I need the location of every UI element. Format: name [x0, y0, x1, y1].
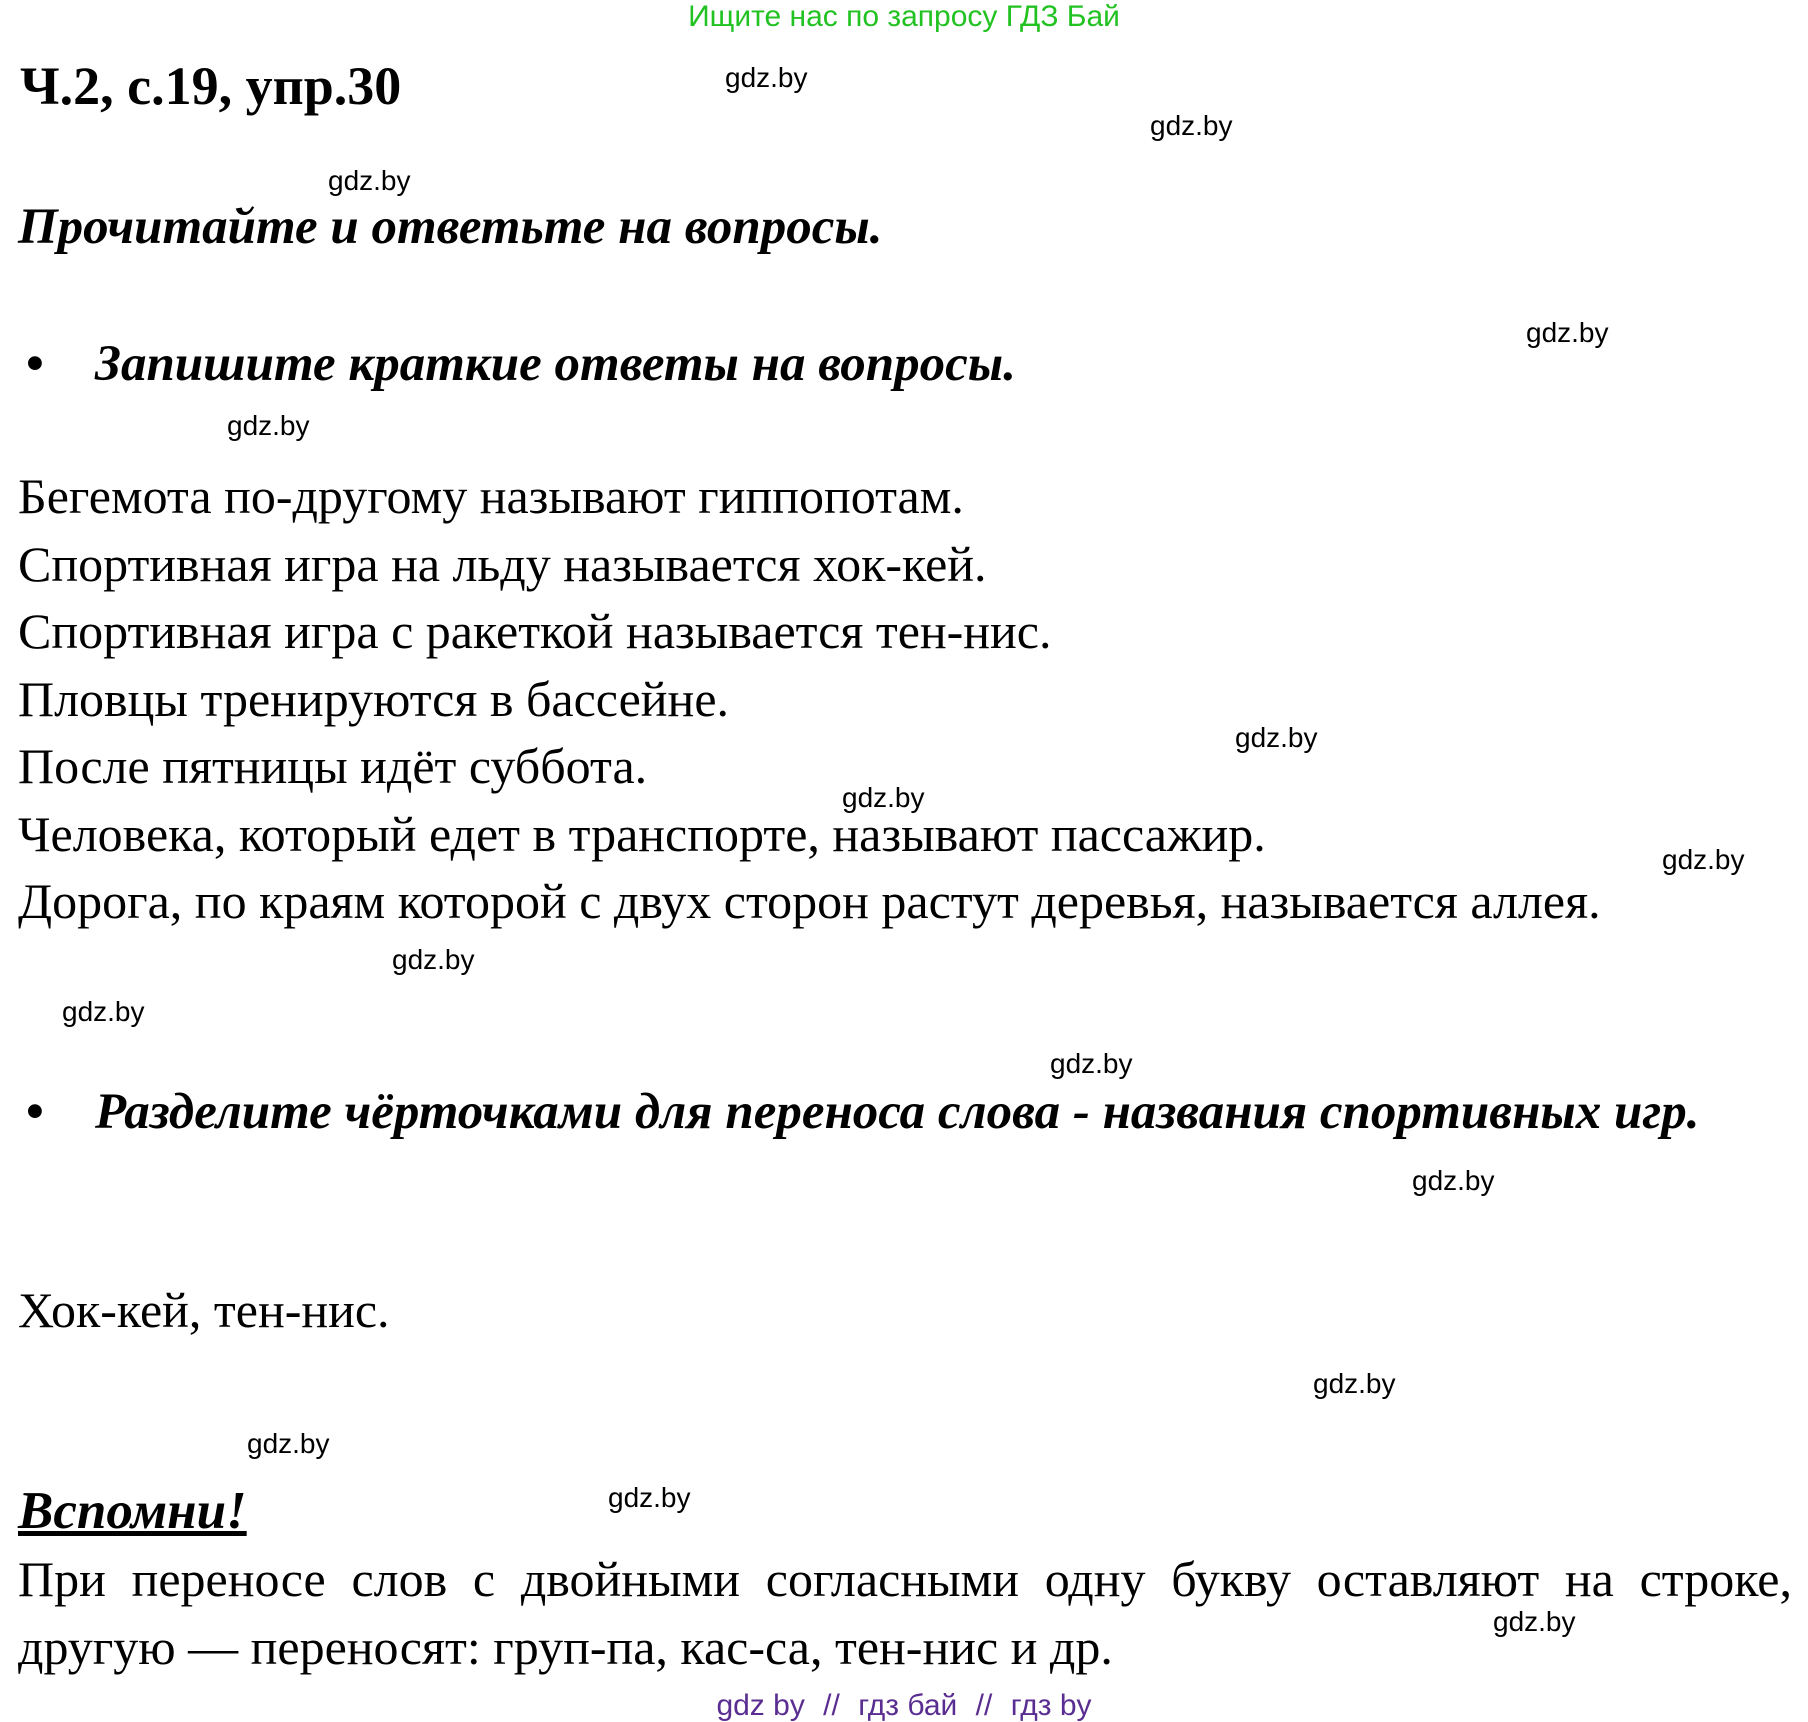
- footer-separator: //: [975, 1689, 993, 1722]
- watermark: gdz.by: [62, 996, 145, 1027]
- bullet-dot-icon: •: [26, 1084, 44, 1140]
- watermark: gdz.by: [1662, 844, 1745, 875]
- task-heading: Прочитайте и ответьте на вопросы.: [18, 199, 883, 255]
- search-banner-text: Ищите нас по запросу ГДЗ Бай: [688, 0, 1120, 33]
- watermark: gdz.by: [1235, 722, 1318, 753]
- footer-link-gdz-by[interactable]: gdz by: [716, 1689, 805, 1722]
- page-title: Ч.2, с.19, упр.30: [20, 56, 402, 116]
- remember-text: При переносе слов с двойными согласными одну букву оставляют на строке, другую — переносят: груп-па, кас-са, тен-нис и др.: [18, 1551, 1792, 1675]
- watermark: gdz.by: [328, 165, 411, 196]
- watermark: gdz.by: [247, 1428, 330, 1459]
- watermark: gdz.by: [608, 1482, 691, 1513]
- answer-line: Спортивная игра с ракеткой называется тен-нис.: [18, 603, 1052, 659]
- answer-line: Бегемота по-другому называют гиппопотам.: [18, 468, 964, 524]
- footer-link-gdz-by-alt[interactable]: гдз by: [1010, 1689, 1092, 1722]
- footer-separator: //: [823, 1689, 840, 1722]
- watermark: gdz.by: [1412, 1165, 1495, 1196]
- answer-line: Пловцы тренируются в бассейне.: [18, 670, 730, 727]
- watermark: gdz.by: [392, 944, 475, 975]
- answer-line: Человека, который едет в транспорте, называют пассажир.: [18, 805, 1266, 862]
- footer-link-gdz-bai[interactable]: гдз бай: [858, 1689, 958, 1722]
- watermark: gdz.by: [1150, 110, 1233, 141]
- answers-list: [18, 463, 1792, 936]
- search-banner: [0, 0, 1808, 34]
- bullet-dot-icon: •: [26, 336, 44, 392]
- watermark: gdz.by: [227, 410, 310, 441]
- bullet-text: Разделите чёрточками для переноса слова - названия спортивных игр.: [95, 1084, 1700, 1140]
- watermark: gdz.by: [1313, 1368, 1396, 1399]
- remember-title: Вспомни!: [18, 1482, 247, 1540]
- watermark: gdz.by: [842, 782, 925, 813]
- watermark: gdz.by: [1493, 1606, 1576, 1637]
- bullet-item-hyphenate: [18, 1078, 1792, 1146]
- answer-line: Спортивная игра на льду называется хок-кей.: [18, 535, 987, 592]
- watermark: gdz.by: [1526, 317, 1609, 348]
- watermark: gdz.by: [1050, 1048, 1133, 1079]
- hyphenation-answer: Хок-кей, тен-нис.: [18, 1282, 390, 1338]
- watermark: gdz.by: [725, 62, 808, 93]
- bullet-text: Запишите краткие ответы на вопросы.: [95, 336, 1016, 392]
- answer-line: Дорога, по краям которой с двух сторон растут деревья, называется аллея.: [18, 873, 1601, 929]
- answer-line: После пятницы идёт суббота.: [18, 738, 648, 794]
- footer-links: [0, 1690, 1808, 1722]
